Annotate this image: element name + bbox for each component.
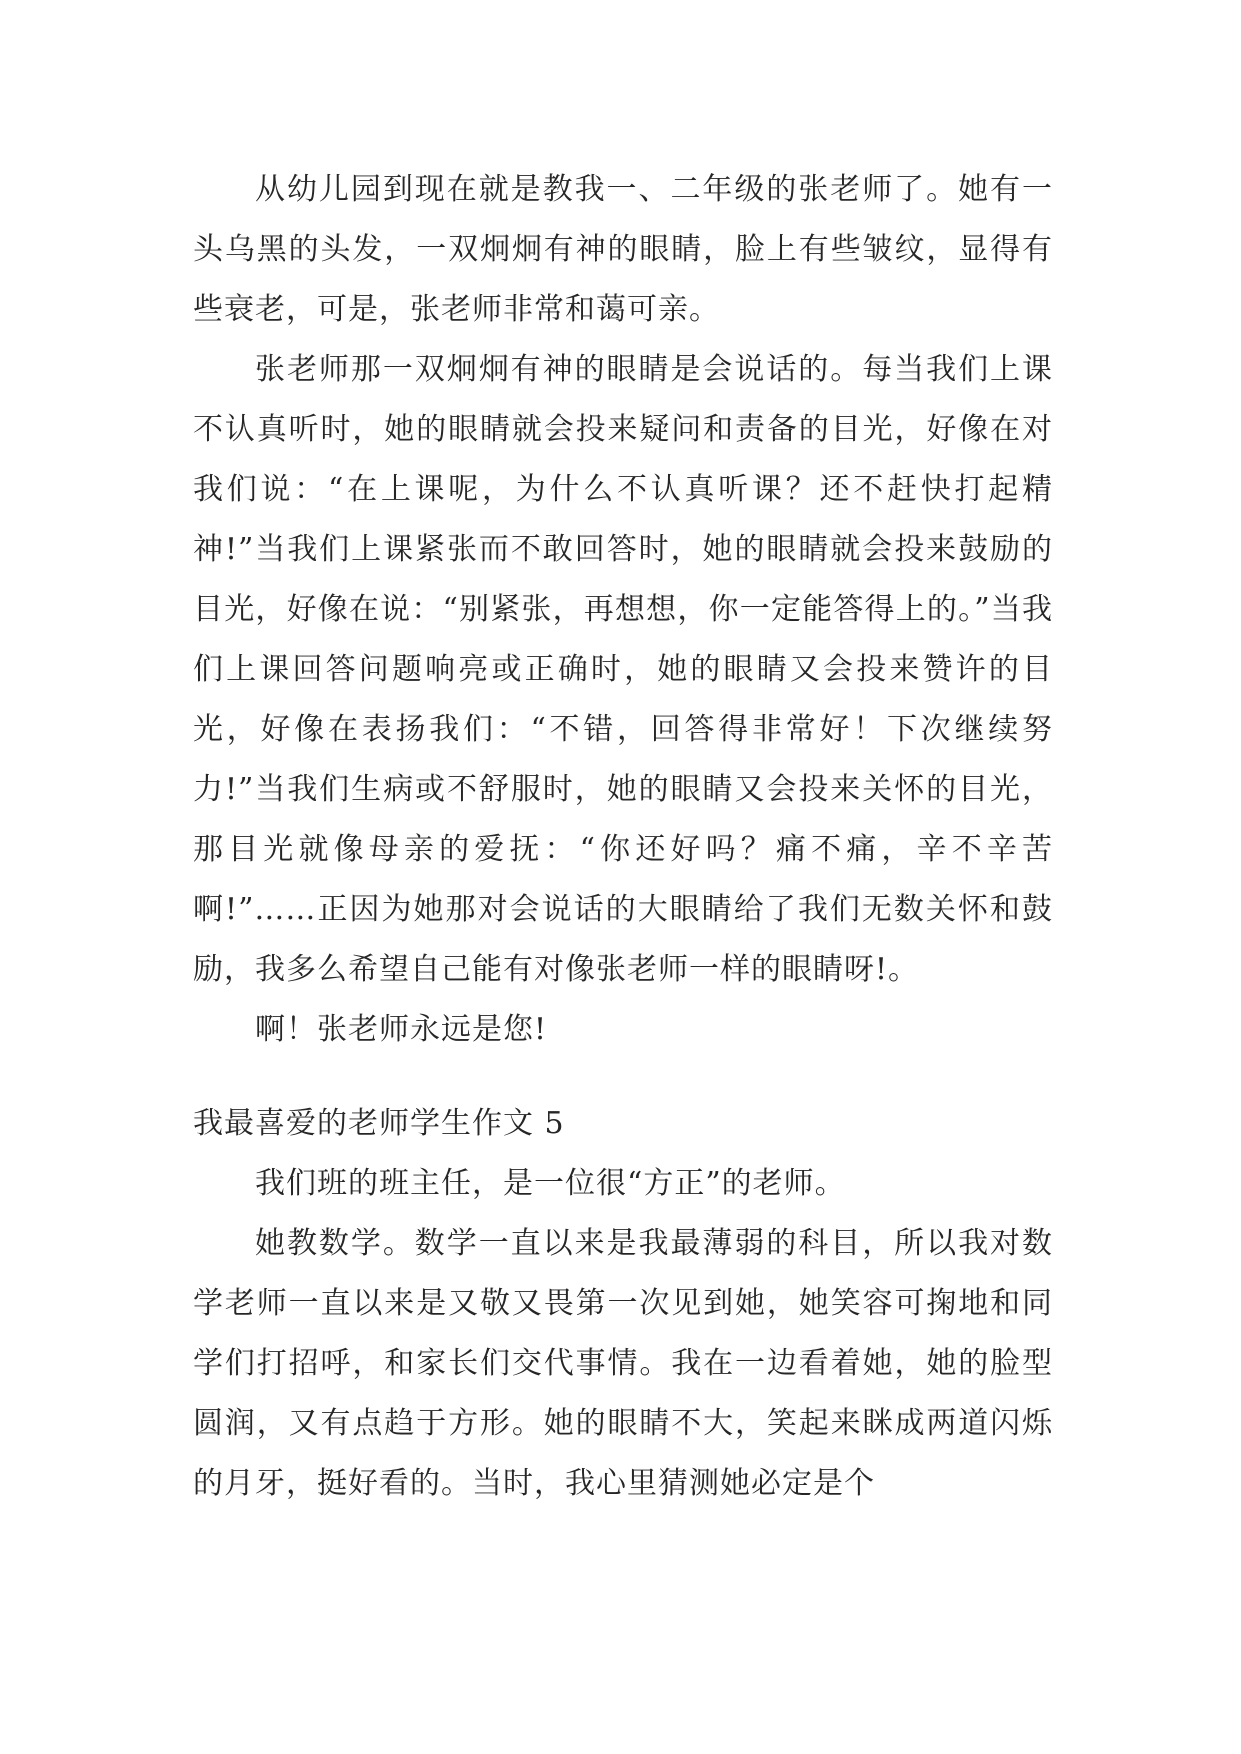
- paragraph-class-teacher: 我们班的班主任，是一位很“方正”的老师。: [255, 1166, 846, 1201]
- paragraph-teacher-intro: 从幼儿园到现在就是教我一、二年级的张老师了。她有一头乌黑的头发，一双炯炯有神的眼睛，脸上有些皱纹，显得有些衰老，可是，张老师非常和蔼可亲。: [193, 172, 1053, 327]
- document-body: [193, 160, 1053, 1514]
- paragraph-math-teacher: 她教数学。数学一直以来是我最薄弱的科目，所以我对数学老师一直以来是又敬又畏第一次见到她，她笑容可掬地和同学们打招呼，和家长们交代事情。我在一边看着她，她的脸型圆润，又有点趋于方形。她的眼睛不大，笑起来眯成两道闪烁的月牙，挺好看的。当时，我心里猜测她必定是个: [193, 1226, 1053, 1501]
- section-heading: 我最喜爱的老师学生作文 5: [193, 1106, 565, 1141]
- paragraph-teacher-eyes: 张老师那一双炯炯有神的眼睛是会说话的。每当我们上课不认真听时，她的眼睛就会投来疑问和责备的目光，好像在对我们说：“在上课呢，为什么不认真听课？还不赶快打起精神!”当我们上课紧张而不敢回答时，她的眼睛就会投来鼓励的目光，好像在说：“别紧张，再想想，你一定能答得上的。”当我们上课回答问题响亮或正确时，她的眼睛又会投来赞许的目光，好像在表扬我们：“不错，回答得非常好！下次继续努力!”当我们生病或不舒服时，她的眼睛又会投来关怀的目光，那目光就像母亲的爱抚：“你还好吗？痛不痛，辛不辛苦啊!”……正因为她那对会说话的大眼睛给了我们无数关怀和鼓励，我多么希望自己能有对像张老师一样的眼睛呀!。: [193, 352, 1053, 987]
- paragraph-exclamation: 啊！张老师永远是您!: [255, 1012, 548, 1047]
